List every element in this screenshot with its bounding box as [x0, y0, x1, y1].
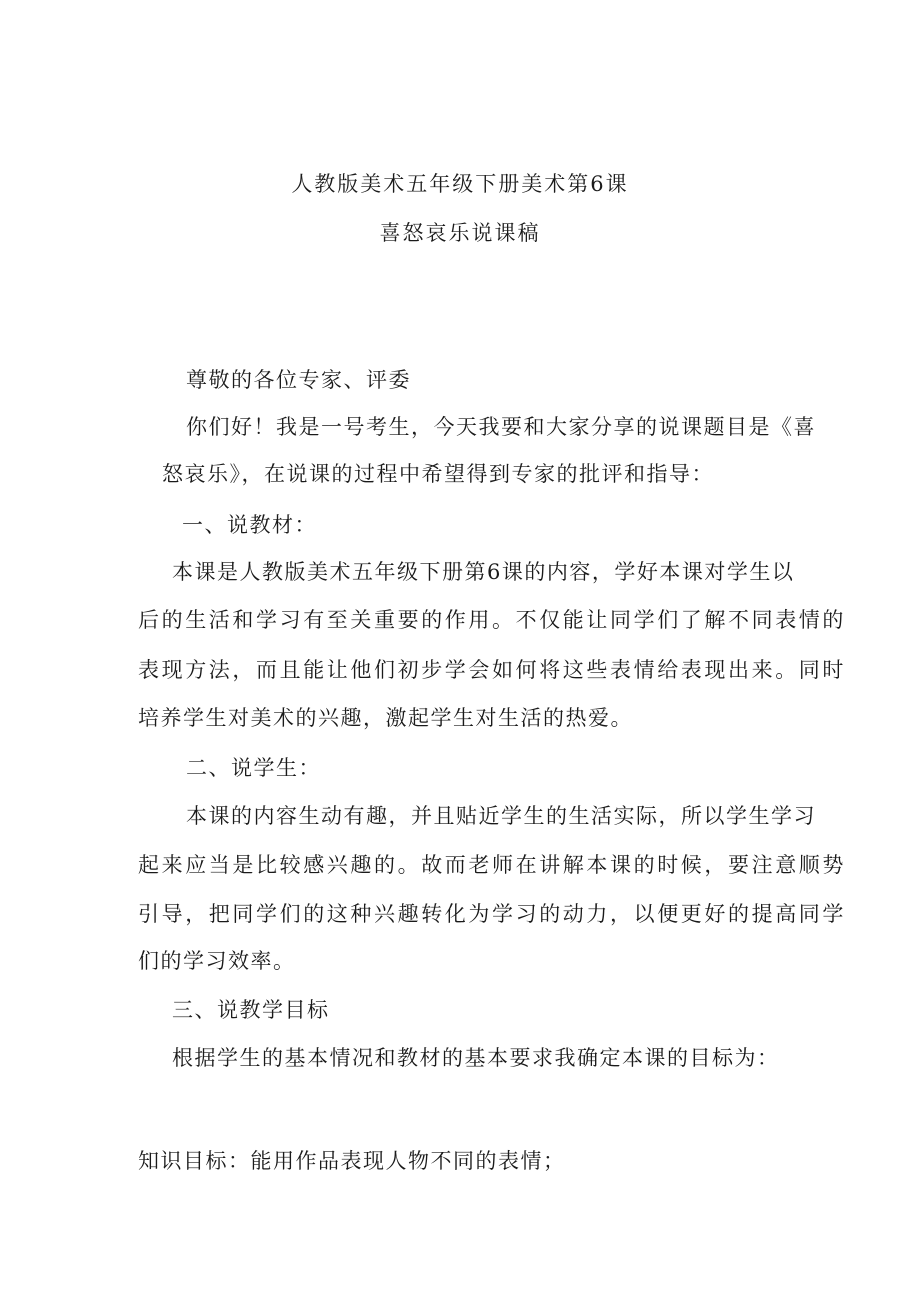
salutation: 尊敬的各位专家、评委: [186, 368, 411, 392]
intro-line-2: 怒哀乐》，在说课的过程中希望得到专家的批评和指导：: [162, 462, 714, 486]
paragraph-line: 根据学生的基本情况和教材的基本要求我确定本课的目标为：: [172, 1046, 780, 1070]
knowledge-goal: 知识目标：能用作品表现人物不同的表情；: [138, 1149, 566, 1173]
paragraph-line: 本课的内容生动有趣，并且贴近学生的生活实际，所以学生学习: [186, 804, 816, 828]
section-heading-textbook: 一、说教材：: [182, 513, 317, 537]
document-subtitle: 喜怒哀乐说课稿: [379, 221, 541, 245]
paragraph-line: 引导，把同学们的这种兴趣转化为学习的动力，以便更好的提高同学: [138, 902, 846, 926]
document-title: 人教版美术五年级下册美术第6课: [291, 172, 629, 196]
paragraph-line: 本课是人教版美术五年级下册第6课的内容，学好本课对学生以: [172, 560, 795, 584]
paragraph-line: 培养学生对美术的兴趣，激起学生对生活的热爱。: [138, 706, 633, 730]
section-heading-students: 二、说学生：: [186, 756, 321, 780]
paragraph-line: 表现方法，而且能让他们初步学会如何将这些表情给表现出来。同时: [138, 658, 846, 682]
paragraph-line: 起来应当是比较感兴趣的。故而老师在讲解本课的时候，要注意顺势: [138, 853, 846, 877]
section-heading-goals: 三、说教学目标: [172, 998, 330, 1022]
paragraph-line: 们的学习效率。: [138, 949, 296, 973]
paragraph-line: 后的生活和学习有至关重要的作用。不仅能让同学们了解不同表情的: [138, 608, 846, 632]
intro-line-1: 你们好！我是一号考生，今天我要和大家分享的说课题目是《喜: [186, 415, 816, 439]
